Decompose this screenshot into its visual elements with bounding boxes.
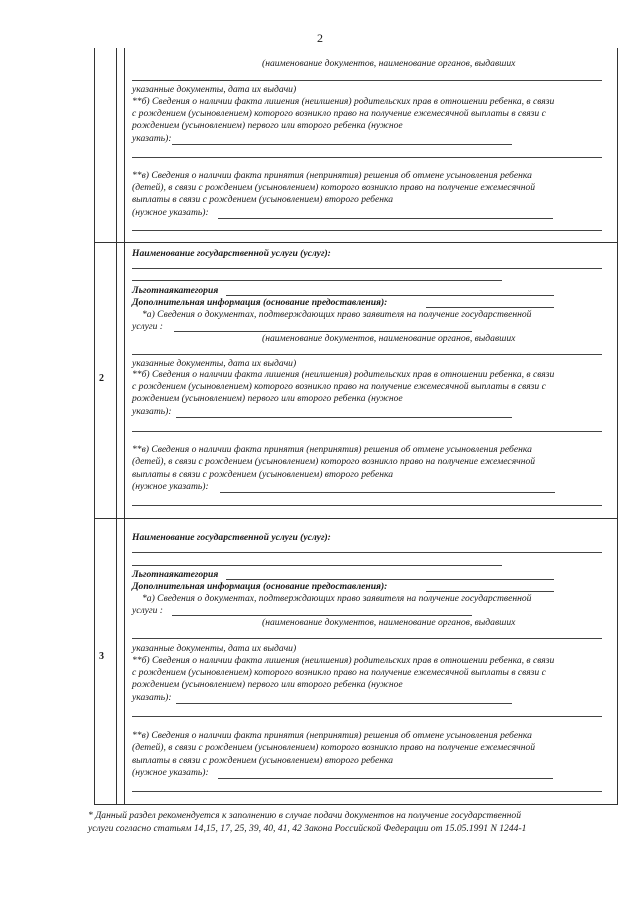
adoption-info-text: выплаты в связи с рождением (усыновлением) второго ребенка [132,194,394,205]
category-field[interactable] [226,295,554,296]
adoption-info-text: (детей), в связи с рождением (усыновлением) которого возникло право на получение ежемесячной [132,182,536,193]
additional-info-field[interactable] [426,307,554,308]
fill-line [132,638,602,639]
deprivation-info-field[interactable] [172,144,512,145]
deprivation-info-text: указать): [132,133,172,144]
adoption-info-text: выплаты в связи с рождением (усыновлением) второго ребенка [132,755,394,766]
adoption-info-text: (детей), в связи с рождением (усыновлением) которого возникло право на получение ежемесячной [132,456,536,467]
documents-info-text: *а) Сведения о документах, подтверждающих право заявителя на получение государственной [142,309,532,320]
table-left-border [94,48,95,805]
service-field[interactable] [132,552,602,553]
category-label: Льготнаякатегория [132,285,219,296]
documents-info-text: услуги : [132,321,163,332]
deprivation-info-text: указать): [132,406,172,417]
documents-field[interactable] [172,615,472,616]
fill-line [132,157,602,158]
deprivation-info-text: с рождением (усыновлением) которого возникло право на получение ежемесячной выплаты в связи с [132,667,546,678]
docs-caption: (наименование документов, наименование органов, выдавших [262,333,516,344]
docs-caption: (наименование документов, наименование органов, выдавших [262,58,516,69]
deprivation-info-text: **б) Сведения о наличии факта лишения (неилшения) родительских прав в отношении ребенка, в связи [132,96,555,107]
additional-info-field[interactable] [426,591,554,592]
adoption-info-text: **в) Сведения о наличии факта принятия (непринятия) решения об отмене усыновления ребенка [132,730,532,741]
fill-line [132,230,602,231]
row-separator [94,242,617,243]
fill-line [132,354,602,355]
adoption-info-text: (нужное указать): [132,207,209,218]
table-bottom-border [94,804,617,805]
adoption-info-text: (нужное указать): [132,767,209,778]
page-number: 2 [317,31,323,45]
deprivation-info-field[interactable] [176,417,512,418]
adoption-info-field[interactable] [218,778,553,779]
service-field[interactable] [132,268,602,269]
fill-line [132,431,602,432]
documents-info-text: *а) Сведения о документах, подтверждающих право заявителя на получение государственной [142,593,532,604]
deprivation-info-field[interactable] [176,703,512,704]
deprivation-info-text: **б) Сведения о наличии факта лишения (неилшения) родительских прав в отношении ребенка, в связи [132,655,555,666]
row-number: 3 [99,651,104,662]
docs-caption-continued: указанные документы, дата их выдачи) [132,358,297,369]
deprivation-info-text: с рождением (усыновлением) которого возникло право на получение ежемесячной выплаты в связи с [132,108,546,119]
additional-info-label: Дополнительная информация (основание предоставления): [132,297,388,308]
adoption-info-text: **в) Сведения о наличии факта принятия (непринятия) решения об отмене усыновления ребенка [132,170,532,181]
footnote-line: услуги согласно статьям 14,15, 17, 25, 39, 40, 41, 42 Закона Российской Федерации от 15.05.1991 N 1244-1 [88,823,527,834]
deprivation-info-text: рождением (усыновлением) первого или второго ребенка (нужное [132,120,403,131]
category-label: Льготнаякатегория [132,569,219,580]
category-field[interactable] [226,579,554,580]
documents-info-text: услуги : [132,605,163,616]
row-separator [94,518,617,519]
service-field[interactable] [132,565,502,566]
adoption-info-text: (детей), в связи с рождением (усыновлением) которого возникло право на получение ежемесячной [132,742,536,753]
service-field[interactable] [132,280,502,281]
table-number-column-border [116,48,117,805]
adoption-info-field[interactable] [220,492,555,493]
deprivation-info-text: **б) Сведения о наличии факта лишения (неилшения) родительских прав в отношении ребенка, в связи [132,369,555,380]
docs-caption: (наименование документов, наименование органов, выдавших [262,617,516,628]
fill-line [132,791,602,792]
fill-line [132,505,602,506]
adoption-info-field[interactable] [218,218,553,219]
adoption-info-text: выплаты в связи с рождением (усыновлением) второго ребенка [132,469,394,480]
deprivation-info-text: указать): [132,692,172,703]
documents-field[interactable] [174,331,472,332]
table-right-border [617,48,618,805]
additional-info-label: Дополнительная информация (основание предоставления): [132,581,388,592]
service-label: Наименование государственной услуги (услуг): [132,248,331,259]
docs-caption-continued: указанные документы, дата их выдачи) [132,84,297,95]
table-content-inner-border [124,48,125,805]
service-label: Наименование государственной услуги (услуг): [132,532,331,543]
adoption-info-text: **в) Сведения о наличии факта принятия (непринятия) решения об отмене усыновления ребенка [132,444,532,455]
deprivation-info-text: рождением (усыновлением) первого или второго ребенка (нужное [132,679,403,690]
adoption-info-text: (нужное указать): [132,481,209,492]
deprivation-info-text: с рождением (усыновлением) которого возникло право на получение ежемесячной выплаты в связи с [132,381,546,392]
docs-caption-continued: указанные документы, дата их выдачи) [132,643,297,654]
fill-line [132,716,602,717]
fill-line [132,80,602,81]
footnote-line: * Данный раздел рекомендуется к заполнению в случае подачи документов на получение государственной [88,810,522,821]
deprivation-info-text: рождением (усыновлением) первого или второго ребенка (нужное [132,393,403,404]
row-number: 2 [99,373,104,384]
